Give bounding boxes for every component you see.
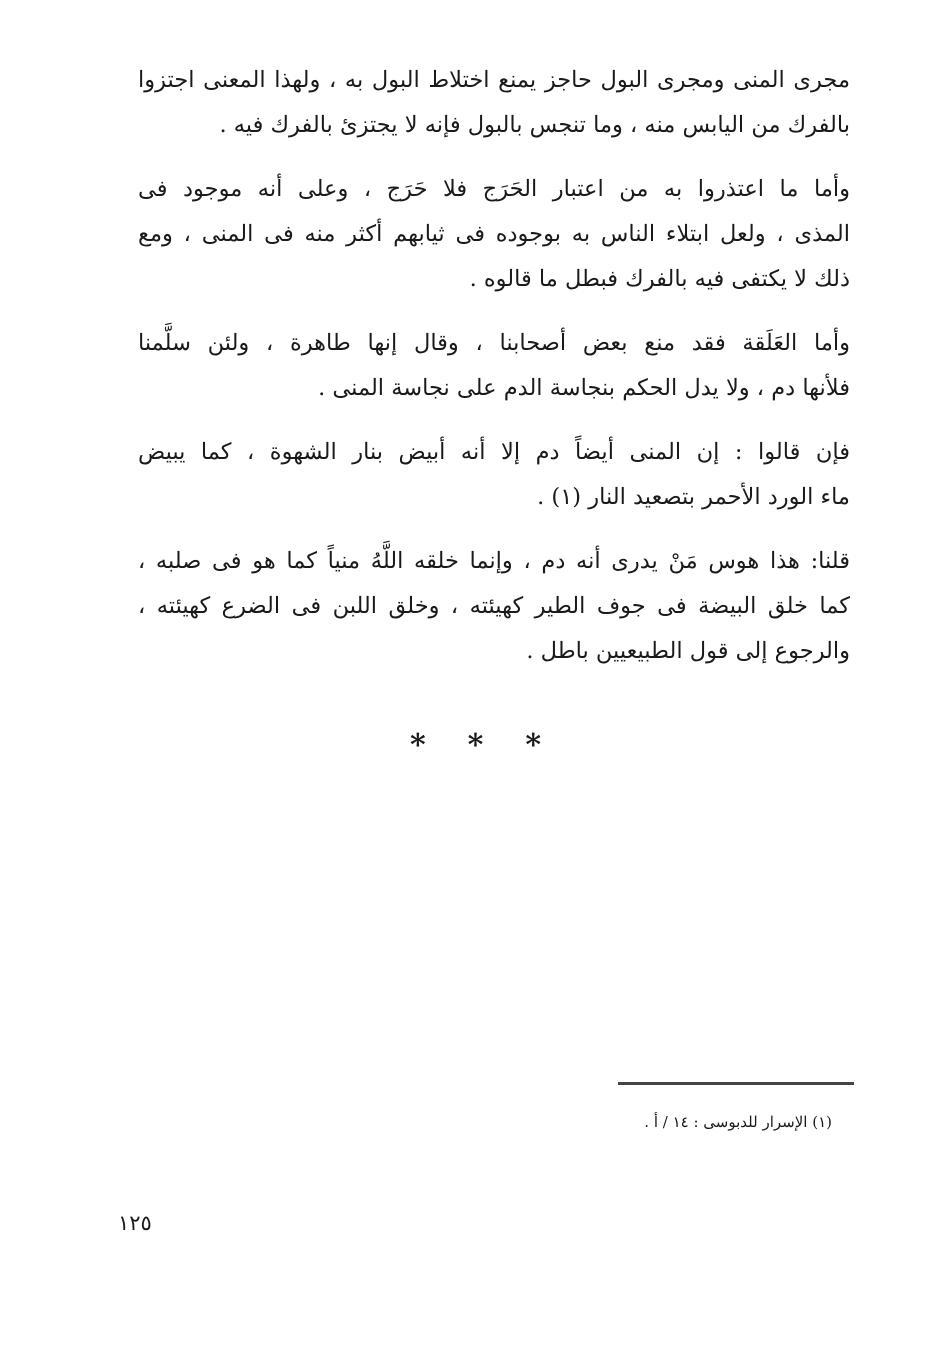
paragraph-3 — [138, 321, 850, 411]
text-line: وأما ما اعتذروا به من اعتبار الحَرَج فلا حَرَج ، وعلى أنه موجود فى — [138, 176, 850, 202]
text-line: فلأنها دم ، ولا يدل الحكم بنجاسة الدم على نجاسة المنى . — [318, 375, 850, 401]
text-line: قلنا: هذا هوس مَنْ يدرى أنه دم ، وإنما خلقه اللَّهُ منياً كما هو فى صلبه ، — [138, 548, 850, 574]
text-line: بالفرك من اليابس منه ، وما تنجس بالبول فإنه لا يجتزئ بالفرك فيه . — [219, 112, 850, 138]
text-line: ماء الورد الأحمر بتصعيد النار (١) . — [537, 484, 850, 510]
text-line: كما خلق البيضة فى جوف الطير كهيئته ، وخلق اللبن فى الضرع كهيئته ، — [138, 593, 850, 619]
text-line: فإن قالوا : إن المنى أيضاً دم إلا أنه أبيض بنار الشهوة ، كما يبيض — [138, 439, 850, 465]
text-line: المذى ، ولعل ابتلاء الناس به بوجوده فى ثيابهم أكثر منه فى المنى ، ومع — [138, 221, 850, 247]
paragraph-5 — [138, 539, 850, 674]
paragraph-1 — [138, 58, 850, 148]
paragraph-2 — [138, 167, 850, 302]
text-line: والرجوع إلى قول الطبيعيين باطل . — [526, 638, 850, 664]
paragraph-4 — [138, 430, 850, 520]
text-line: وأما العَلَقة فقد منع بعض أصحابنا ، وقال إنها طاهرة ، ولئن سلَّمنا — [138, 330, 850, 356]
footnote: (١) الإسرار للدبوسى : ١٤ / أ . — [644, 1113, 832, 1131]
section-separator: *** — [409, 728, 584, 763]
text-line: ذلك لا يكتفى فيه بالفرك فبطل ما قالوه . — [469, 266, 850, 292]
page-number: ١٢٥ — [118, 1211, 152, 1235]
body-text — [138, 58, 850, 693]
footnote-rule — [618, 1082, 854, 1085]
text-line: مجرى المنى ومجرى البول حاجز يمنع اختلاط البول به ، ولهذا المعنى اجتزوا — [138, 67, 850, 93]
